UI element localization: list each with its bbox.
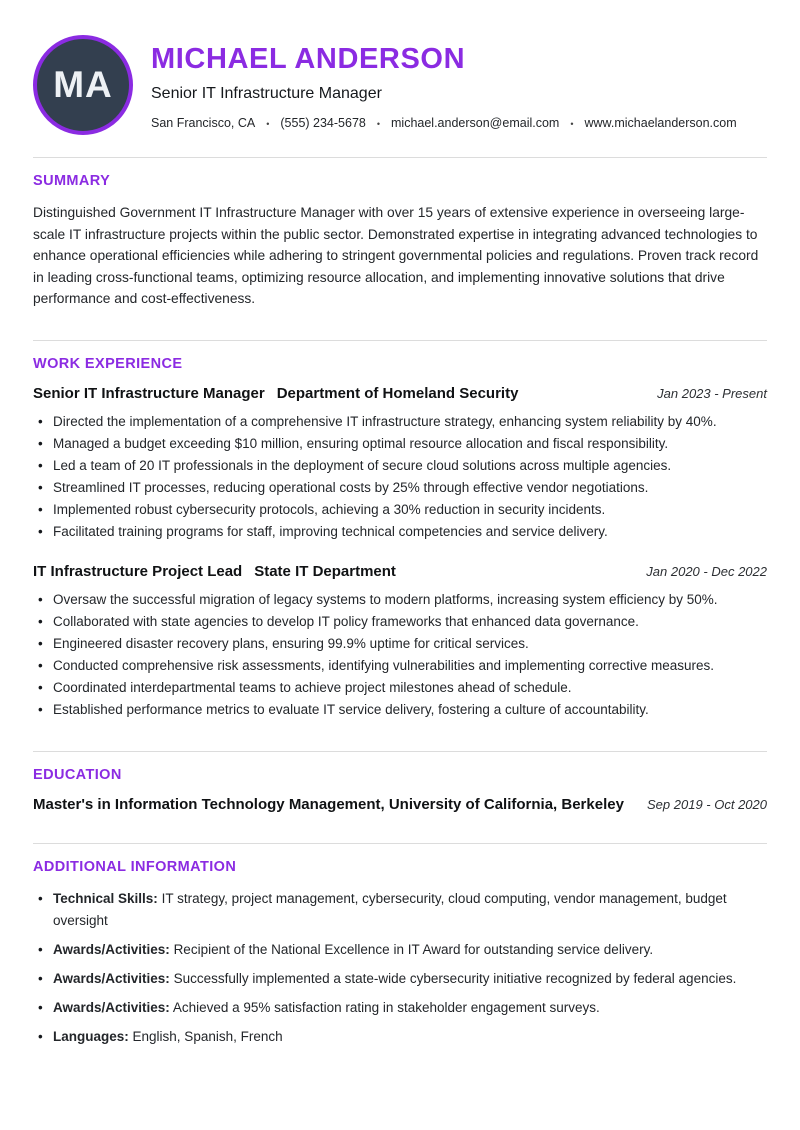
education-degree: Master's in Information Technology Management, University of California, Berkeley bbox=[33, 795, 624, 813]
bullet-separator: • bbox=[266, 118, 270, 129]
contact-phone: (555) 234-5678 bbox=[280, 115, 366, 130]
summary-heading: SUMMARY bbox=[33, 173, 111, 189]
candidate-name: MICHAEL ANDERSON bbox=[151, 42, 466, 75]
job-header bbox=[33, 385, 767, 403]
additional-item bbox=[38, 888, 767, 932]
job-entry-2 bbox=[33, 563, 767, 721]
contact-location: San Francisco, CA bbox=[151, 115, 256, 130]
resume-header bbox=[33, 35, 767, 135]
job-company: State IT Department bbox=[254, 562, 396, 580]
header-text bbox=[151, 41, 767, 130]
job-bullet: • Oversaw the successful migration of legacy systems to modern platforms, increasing system efficiency by 50%. bbox=[38, 589, 767, 611]
job-bullet: • Engineered disaster recovery plans, ensuring 99.9% uptime for critical services. bbox=[38, 633, 767, 655]
additional-item bbox=[38, 968, 767, 990]
job-header bbox=[33, 563, 767, 581]
job-dates: Jan 2023 - Present bbox=[657, 385, 767, 401]
job-bullet-list bbox=[33, 411, 767, 543]
additional-information-section bbox=[33, 843, 767, 1048]
job-bullet: • Managed a budget exceeding $10 million, ensuring optimal resource allocation and fiscal responsibility. bbox=[38, 433, 767, 455]
job-bullet: • Facilitated training programs for staff, improving technical competencies and service delivery. bbox=[38, 521, 767, 543]
job-title: Senior IT Infrastructure Manager bbox=[33, 384, 265, 402]
bullet-separator: • bbox=[570, 118, 574, 129]
item-label: Languages: bbox=[53, 1028, 129, 1044]
job-bullet: • Collaborated with state agencies to develop IT policy frameworks that enhanced data governance. bbox=[38, 611, 767, 633]
job-title: IT Infrastructure Project Lead bbox=[33, 562, 243, 580]
education-entry bbox=[33, 796, 767, 813]
item-label: Awards/Activities: bbox=[53, 941, 170, 957]
item-label: Technical Skills: bbox=[53, 890, 158, 906]
job-dates: Jan 2020 - Dec 2022 bbox=[646, 563, 767, 579]
additional-item bbox=[38, 997, 767, 1019]
additional-information-heading: ADDITIONAL INFORMATION bbox=[33, 858, 237, 875]
item-text: Recipient of the National Excellence in IT Award for outstanding service delivery. bbox=[173, 941, 654, 957]
education-heading: EDUCATION bbox=[33, 766, 122, 783]
item-label: Awards/Activities: bbox=[53, 970, 170, 986]
summary-section bbox=[33, 157, 767, 310]
job-bullet: • Conducted comprehensive risk assessments, identifying vulnerabilities and implementing corrective measures. bbox=[38, 655, 767, 677]
item-text: English, Spanish, French bbox=[132, 1028, 283, 1044]
additional-information-list bbox=[33, 888, 767, 1048]
work-experience-heading: WORK EXPERIENCE bbox=[33, 355, 183, 372]
job-bullet: • Coordinated interdepartmental teams to achieve project milestones ahead of schedule. bbox=[38, 677, 767, 699]
job-title-group bbox=[33, 563, 396, 581]
job-bullet: • Directed the implementation of a comprehensive IT infrastructure strategy, enhancing system reliability by 40%. bbox=[38, 411, 767, 433]
summary-text: Distinguished Government IT Infrastructure Manager with over 15 years of extensive experience in overseeing large-scale IT infrastructure projects within the public sector. Demonstrated expertise in integrating advanced technologies to enhance operational efficiencies while adhering to stringent governmental policies and regulations. Proven track record in leading cross-functional teams, optimizing resource allocation, and implementing innovative solutions that drive performance and cost-effectiveness. bbox=[33, 205, 759, 307]
contact-email: michael.anderson@email.com bbox=[391, 115, 560, 130]
education-dates: Sep 2019 - Oct 2020 bbox=[647, 796, 767, 812]
job-bullet: • Led a team of 20 IT professionals in the deployment of secure cloud solutions across multiple agencies. bbox=[38, 455, 767, 477]
job-title-group bbox=[33, 385, 518, 403]
additional-item bbox=[38, 1026, 767, 1048]
job-bullet: • Implemented robust cybersecurity protocols, achieving a 30% reduction in security incidents. bbox=[38, 499, 767, 521]
contact-website: www.michaelanderson.com bbox=[584, 115, 737, 130]
job-bullet: • Established performance metrics to evaluate IT service delivery, fostering a culture of accountability. bbox=[38, 699, 767, 721]
education-section bbox=[33, 751, 767, 813]
contact-row bbox=[151, 116, 767, 130]
job-bullet: • Streamlined IT processes, reducing operational costs by 25% through effective vendor negotiations. bbox=[38, 477, 767, 499]
avatar bbox=[33, 35, 133, 135]
work-experience-section bbox=[33, 340, 767, 721]
job-company: Department of Homeland Security bbox=[276, 384, 519, 402]
item-text: IT strategy, project management, cybersecurity, cloud computing, vendor management, budget oversight bbox=[53, 890, 727, 928]
candidate-headline: Senior IT Infrastructure Manager bbox=[151, 84, 382, 102]
item-label: Awards/Activities: bbox=[53, 999, 170, 1015]
avatar-initials: MA bbox=[53, 64, 113, 105]
job-entry-1 bbox=[33, 385, 767, 543]
item-text: Achieved a 95% satisfaction rating in stakeholder engagement surveys. bbox=[172, 999, 600, 1015]
item-text: Successfully implemented a state-wide cybersecurity initiative recognized by federal agencies. bbox=[173, 970, 737, 986]
job-bullet-list bbox=[33, 589, 767, 721]
additional-item bbox=[38, 939, 767, 961]
bullet-separator: • bbox=[376, 118, 381, 129]
